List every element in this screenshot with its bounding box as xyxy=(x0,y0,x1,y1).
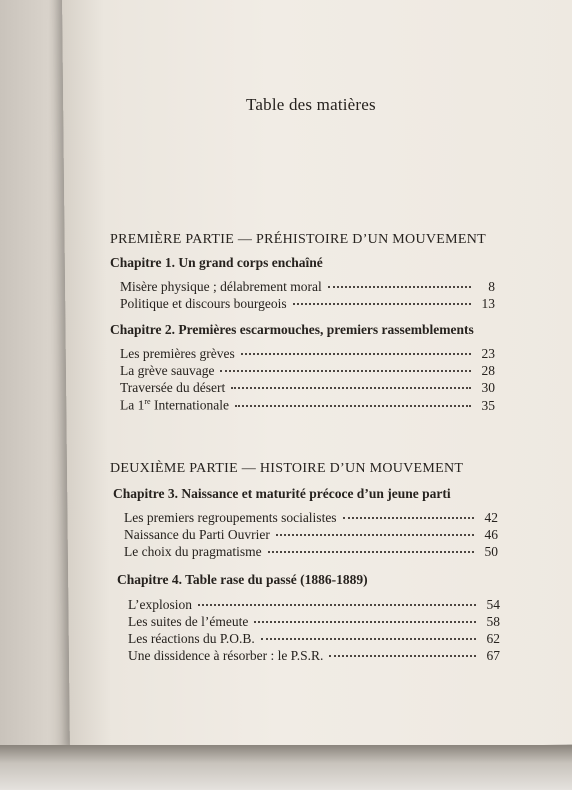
entry-page-number: 50 xyxy=(484,544,498,559)
dot-leader xyxy=(329,655,476,657)
entry-page-number: 8 xyxy=(488,279,495,294)
entry-page-number: 42 xyxy=(484,510,498,525)
entry-page-number: 54 xyxy=(486,597,500,612)
entry-label: L’explosion xyxy=(128,597,192,612)
entry-label: Politique et discours bourgeois xyxy=(120,296,287,311)
toc-entry[interactable] xyxy=(128,648,500,665)
entry-label: La 1re Internationale xyxy=(120,397,229,413)
entry-label: Une dissidence à résorber : le P.S.R. xyxy=(128,648,324,663)
part-heading-2: DEUXIÈME PARTIE — HISTOIRE D’UN MOUVEMENT xyxy=(110,461,464,476)
toc-entry[interactable] xyxy=(120,380,495,397)
dot-leader xyxy=(198,604,476,606)
entry-label: Les premières grèves xyxy=(120,346,235,361)
entry-page-number: 35 xyxy=(481,397,495,413)
entry-page-number: 13 xyxy=(481,296,495,311)
entry-page-number: 46 xyxy=(484,527,498,542)
dot-leader xyxy=(261,638,476,640)
part-heading-1: PREMIÈRE PARTIE — PRÉHISTOIRE D’UN MOUVEMENT xyxy=(110,232,486,247)
entry-label: Les premiers regroupements socialistes xyxy=(124,510,337,525)
toc-entry[interactable] xyxy=(124,527,498,544)
toc-entry[interactable] xyxy=(120,296,495,313)
toc-title: Table des matières xyxy=(246,95,376,114)
dot-leader xyxy=(276,534,474,536)
toc-entry[interactable] xyxy=(128,597,500,614)
entry-label: La grève sauvage xyxy=(120,363,215,378)
toc-entry[interactable] xyxy=(128,631,500,648)
dot-leader xyxy=(235,405,471,407)
dot-leader xyxy=(293,303,471,305)
entry-label: Misère physique ; délabrement moral xyxy=(120,279,322,294)
toc-entry[interactable] xyxy=(128,614,500,631)
chapter-heading-3: Chapitre 3. Naissance et maturité précoce d’un jeune parti xyxy=(113,486,451,501)
dot-leader xyxy=(343,517,474,519)
entry-page-number: 58 xyxy=(486,614,500,629)
entry-label: Les réactions du P.O.B. xyxy=(128,631,255,646)
page-bottom-shadow xyxy=(0,745,572,790)
entry-label: Les suites de l’émeute xyxy=(128,614,249,629)
toc-entry[interactable] xyxy=(120,279,495,296)
toc-entry[interactable] xyxy=(120,397,495,414)
entry-page-number: 67 xyxy=(486,648,500,663)
entry-page-number: 30 xyxy=(481,380,495,395)
entry-page-number: 62 xyxy=(486,631,500,646)
dot-leader xyxy=(254,621,476,623)
dot-leader xyxy=(328,286,471,288)
toc-entry[interactable] xyxy=(120,363,495,380)
dot-leader xyxy=(268,551,474,553)
chapter-heading-2: Chapitre 2. Premières escarmouches, premiers rassemblements xyxy=(110,322,474,337)
dot-leader xyxy=(241,353,471,355)
toc-entry[interactable] xyxy=(124,510,498,527)
toc-entry[interactable] xyxy=(120,346,495,363)
dot-leader xyxy=(220,370,471,372)
chapter-heading-1: Chapitre 1. Un grand corps enchaîné xyxy=(110,255,323,270)
entry-label: Le choix du pragmatisme xyxy=(124,544,262,559)
entry-page-number: 23 xyxy=(481,346,495,361)
entry-label: Traversée du désert xyxy=(120,380,226,395)
toc-entry[interactable] xyxy=(124,544,498,561)
entry-label: Naissance du Parti Ouvrier xyxy=(124,527,270,542)
entry-page-number: 28 xyxy=(481,363,495,378)
chapter-heading-4: Chapitre 4. Table rase du passé (1886-1889) xyxy=(117,572,368,587)
dot-leader xyxy=(231,387,471,389)
